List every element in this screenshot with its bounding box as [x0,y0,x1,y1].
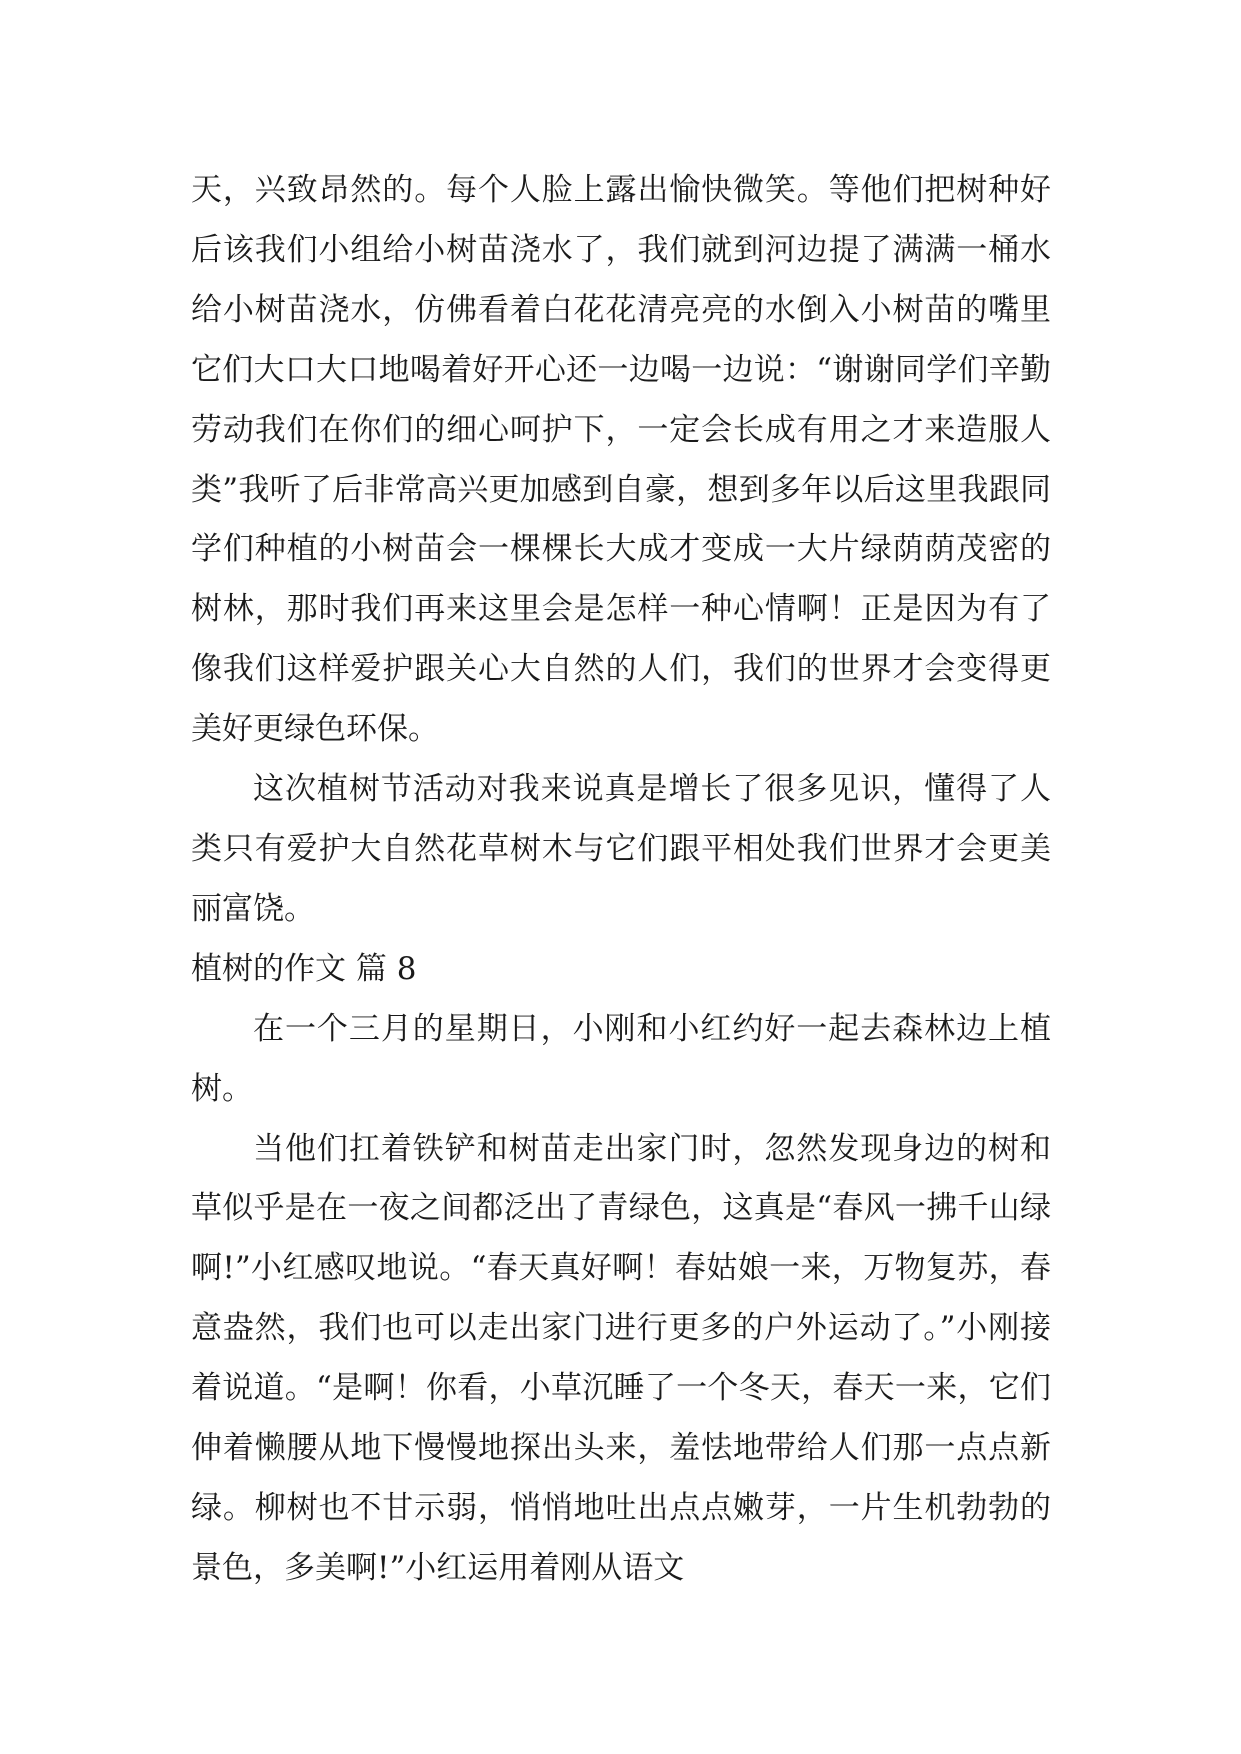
paragraph-4: 当他们扛着铁铲和树苗走出家门时，忽然发现身边的树和草似乎是在一夜之间都泛出了青绿色，这真是“春风一拂千山绿啊!”小红感叹地说。“春天真好啊！春姑娘一来，万物复苏，春意盎然，我们也可以走出家门进行更多的户外运动了。”小刚接着说道。“是啊！你看，小草沉睡了一个冬天，春天一来，它们伸着懒腰从地下慢慢地探出头来，羞怯地带给人们那一点点新绿。柳树也不甘示弱，悄悄地吐出点点嫩芽，一片生机勃勃的景色，多美啊!”小红运用着刚从语文 [191,1130,1051,1586]
paragraph-1: 天，兴致昂然的。每个人脸上露出愉快微笑。等他们把树种好后该我们小组给小树苗浇水了，我们就到河边提了满满一桶水给小树苗浇水，仿佛看着白花花清亮亮的水倒入小树苗的嘴里它们大口大口地喝着好开心还一边喝一边说：“谢谢同学们辛勤劳动我们在你们的细心呵护下，一定会长成有用之才来造服人类”我听了后非常高兴更加感到自豪，想到多年以后这里我跟同学们种植的小树苗会一棵棵长大成才变成一大片绿荫荫茂密的树林，那时我们再来这里会是怎样一种心情啊！正是因为有了像我们这样爱护跟关心大自然的人们，我们的世界才会变得更美好更绿色环保。 [191,172,1051,748]
section-heading: 植树的作文 篇 8 [191,950,417,987]
paragraph-3: 在一个三月的星期日，小刚和小红约好一起去森林边上植树。 [191,1010,1051,1107]
document-body [191,161,1051,1599]
paragraph-2: 这次植树节活动对我来说真是增长了很多见识，懂得了人类只有爱护大自然花草树木与它们跟平相处我们世界才会更美丽富饶。 [191,771,1051,927]
